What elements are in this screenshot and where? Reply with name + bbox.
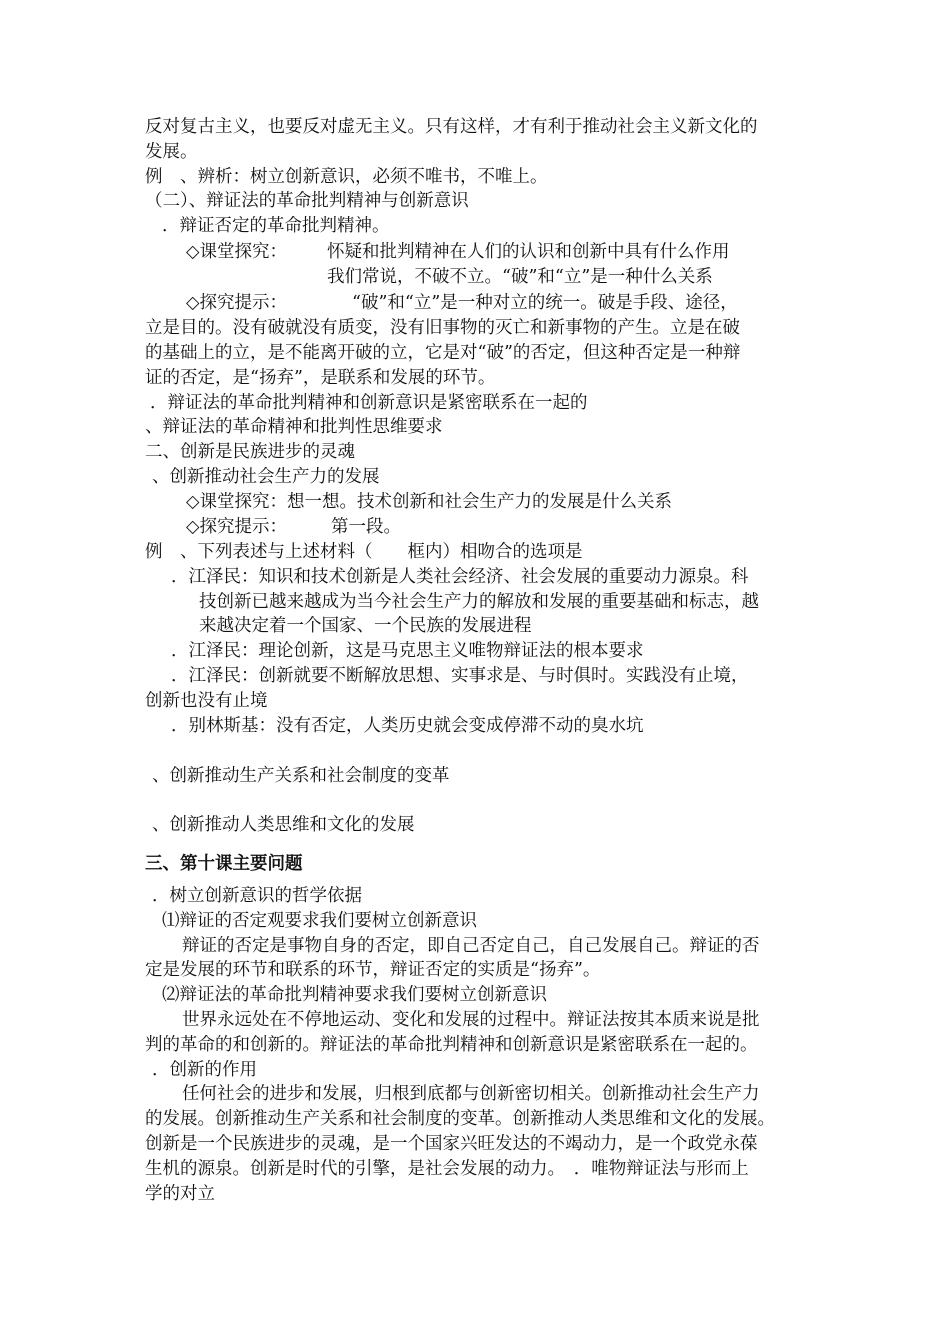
text-line: ◇课堂探究： bbox=[186, 242, 287, 262]
text-line: “破”和“立”是一种对立的统一。破是手段、途径， bbox=[352, 293, 738, 313]
text-line: 创新也没有止境 bbox=[145, 691, 268, 711]
text-line: 判的革命的和创新的。辩证法的革命批判精神和创新意识是紧密联系在一起的。 bbox=[145, 1035, 758, 1055]
text-line: ．辩证否定的革命批判精神。 bbox=[162, 216, 390, 236]
text-line: 定是发展的环节和联系的环节，辩证否定的实质是“扬弃”。 bbox=[145, 960, 601, 980]
text-line: 技创新已越来越成为当今社会生产力的解放和发展的重要基础和标志，越 bbox=[199, 592, 759, 612]
text-line: 学的对立 bbox=[145, 1184, 215, 1204]
text-line: 我们常说，不破不立。“破”和“立”是一种什么关系 bbox=[327, 267, 713, 287]
text-line: ⑴辩证的否定观要求我们要树立创新意识 bbox=[162, 911, 477, 931]
text-line: 辩证的否定是事物自身的否定，即自己否定自己，自己发展自己。辩证的否 bbox=[182, 936, 760, 956]
text-line: 第一段。 bbox=[331, 517, 401, 537]
text-line: 例 、下列表述与上述材料（ 框内）相吻合的选项是 bbox=[145, 542, 583, 562]
text-line: 生机的源泉。创新是时代的引擎，是社会发展的动力。 ．唯物辩证法与形而上 bbox=[145, 1159, 749, 1179]
text-line: ．江泽民：知识和技术创新是人类社会经济、社会发展的重要动力源泉。科 bbox=[171, 567, 749, 587]
text-line: 、创新推动人类思维和文化的发展 bbox=[152, 815, 415, 835]
text-line: 的发展。创新推动生产关系和社会制度的变革。创新推动人类思维和文化的发展。 bbox=[145, 1109, 775, 1129]
text-line: 任何社会的进步和发展，归根到底都与创新密切相关。创新推动社会生产力 bbox=[182, 1084, 760, 1104]
text-line: ．别林斯基：没有否定，人类历史就会变成停滞不动的臭水坑 bbox=[171, 716, 644, 736]
section-heading: 二、创新是民族进步的灵魂 bbox=[145, 442, 355, 462]
text-line: ．江泽民：创新就要不断解放思想、实事求是、与时俱时。实践没有止境， bbox=[171, 666, 749, 686]
text-line: 例 、辨析：树立创新意识，必须不唯书，不唯上。 bbox=[145, 167, 548, 187]
section-heading: （二）、辩证法的革命批判精神与创新意识 bbox=[145, 191, 469, 211]
text-line: 反对复古主义，也要反对虚无主义。只有这样，才有利于推动社会主义新文化的 bbox=[145, 117, 758, 137]
text-line: 发展。 bbox=[145, 142, 198, 162]
text-line: 怀疑和批判精神在人们的认识和创新中具有什么作用 bbox=[327, 242, 730, 262]
text-line: 创新是一个民族进步的灵魂，是一个国家兴旺发达的不竭动力，是一个政党永葆 bbox=[145, 1134, 758, 1154]
text-line: ．创新的作用 bbox=[152, 1060, 257, 1080]
text-line: ⑵辩证法的革命批判精神要求我们要树立创新意识 bbox=[162, 985, 547, 1005]
text-line: 证的否定，是“扬弃”，是联系和发展的环节。 bbox=[145, 368, 496, 388]
section-heading: 三、第十课主要问题 bbox=[145, 854, 303, 874]
text-line: ◇探究提示： bbox=[186, 293, 287, 313]
text-line: 世界永远处在不停地运动、变化和发展的过程中。辩证法按其本质来说是批 bbox=[182, 1010, 760, 1030]
text-line: 、创新推动社会生产力的发展 bbox=[152, 467, 380, 487]
text-line: 来越决定着一个国家、一个民族的发展进程 bbox=[199, 616, 532, 636]
text-line: ．江泽民：理论创新，这是马克思主义唯物辩证法的根本要求 bbox=[171, 641, 644, 661]
text-line: 、创新推动生产关系和社会制度的变革 bbox=[152, 766, 450, 786]
text-line: ◇探究提示： bbox=[186, 517, 287, 537]
text-line: 的基础上的立，是不能离开破的立，它是对“破”的否定，但这种否定是一种辩 bbox=[145, 343, 741, 363]
text-line: ．树立创新意识的哲学依据 bbox=[152, 886, 362, 906]
text-line: 、辩证法的革命精神和批判性思维要求 bbox=[145, 417, 443, 437]
text-line: ．辩证法的革命批判精神和创新意识是紧密联系在一起的 bbox=[150, 393, 588, 413]
text-line: ◇课堂探究：想一想。技术创新和社会生产力的发展是什么关系 bbox=[186, 492, 672, 512]
text-line: 立是目的。没有破就没有质变，没有旧事物的灭亡和新事物的产生。立是在破 bbox=[145, 318, 740, 338]
